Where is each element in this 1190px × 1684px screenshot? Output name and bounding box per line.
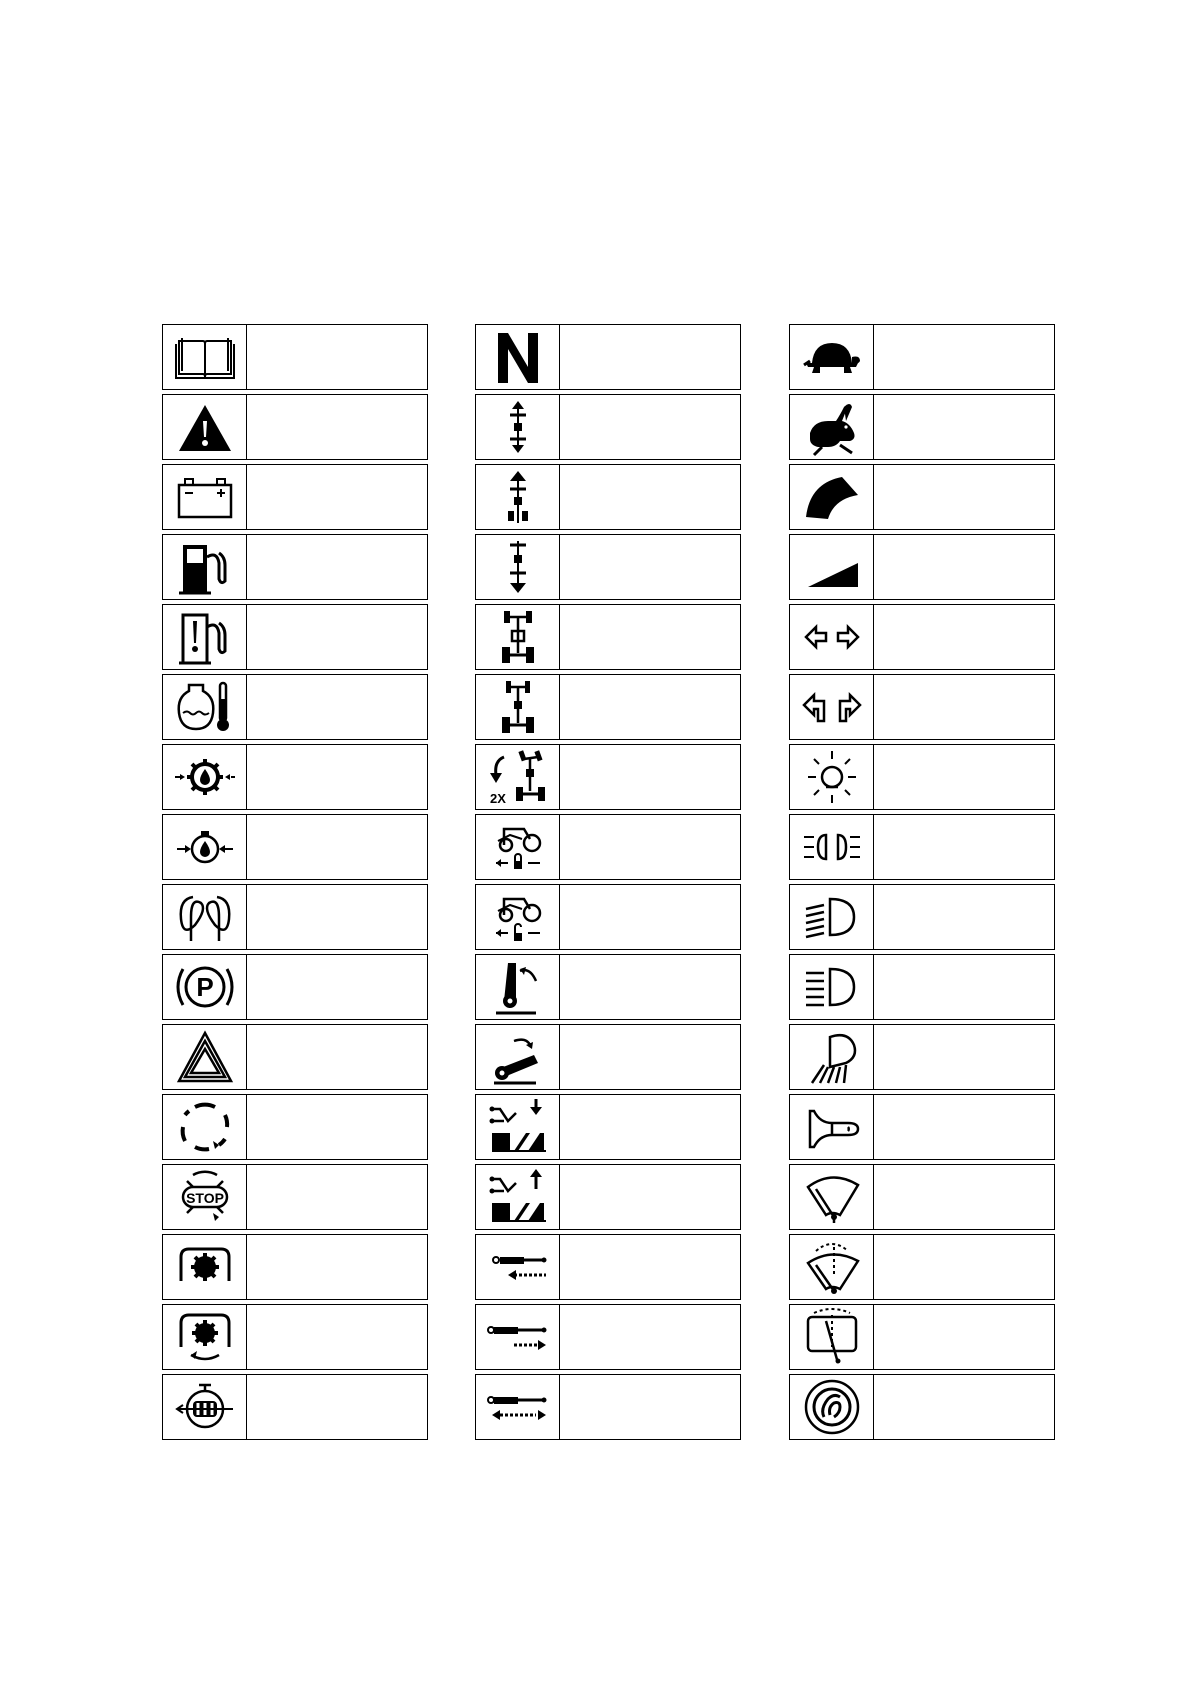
symbol-description — [875, 955, 1050, 1019]
coolant-temperature-icon — [163, 675, 247, 739]
symbol-row — [789, 814, 1055, 880]
symbol-row — [162, 674, 428, 740]
ramp-icon — [790, 535, 874, 599]
work-light-icon — [790, 745, 874, 809]
symbol-row — [162, 604, 428, 670]
neutral-icon — [476, 325, 560, 389]
symbol-row — [475, 674, 741, 740]
symbol-description — [248, 1095, 423, 1159]
front-axle-drive-icon — [476, 395, 560, 459]
double-tap-axle-icon — [476, 745, 560, 809]
symbol-description — [248, 815, 423, 879]
side-lights-icon — [790, 815, 874, 879]
symbol-row — [475, 1374, 741, 1440]
battery-icon — [163, 465, 247, 529]
symbol-description — [875, 745, 1050, 809]
symbol-row — [475, 1024, 741, 1090]
symbol-row — [475, 884, 741, 950]
hazard-lights-icon — [163, 1025, 247, 1089]
symbol-description — [561, 675, 736, 739]
symbol-description — [248, 605, 423, 669]
fuel-low-icon — [163, 605, 247, 669]
symbol-row — [162, 1024, 428, 1090]
front-axle-drive-down-icon — [476, 535, 560, 599]
front-axle-drive-up-icon — [476, 465, 560, 529]
symbol-row — [162, 1304, 428, 1370]
parking-brake-icon — [163, 955, 247, 1019]
symbol-row — [789, 1304, 1055, 1370]
brake-icon — [790, 1375, 874, 1439]
throttle-curve-icon — [790, 465, 874, 529]
hydraulic-cylinder-float-icon — [476, 1375, 560, 1439]
front-pto-icon — [163, 1235, 247, 1299]
transmission-oil-icon — [163, 745, 247, 809]
symbol-description — [248, 1375, 423, 1439]
symbol-description — [248, 745, 423, 809]
symbol-description — [561, 885, 736, 949]
horn-icon — [790, 1095, 874, 1159]
symbol-row — [162, 814, 428, 880]
rabbit-icon — [790, 395, 874, 459]
symbol-row — [475, 744, 741, 810]
symbol-description — [875, 465, 1050, 529]
symbol-row — [162, 884, 428, 950]
symbol-description — [561, 1305, 736, 1369]
symbol-description — [561, 605, 736, 669]
symbol-description — [875, 535, 1050, 599]
work-lamp-icon — [790, 1025, 874, 1089]
symbol-row — [162, 534, 428, 600]
symbol-description — [875, 325, 1050, 389]
symbol-row — [475, 1094, 741, 1160]
symbol-description — [561, 1025, 736, 1089]
symbol-description — [561, 1165, 736, 1229]
symbol-description — [875, 1165, 1050, 1229]
symbol-row — [475, 534, 741, 600]
symbol-row — [475, 954, 741, 1020]
symbol-row — [475, 1234, 741, 1300]
symbol-description — [561, 395, 736, 459]
symbol-row — [475, 394, 741, 460]
symbol-row — [789, 394, 1055, 460]
low-beam-icon — [790, 885, 874, 949]
engine-oil-pressure-icon — [163, 815, 247, 879]
hydraulic-cylinder-extend-icon — [476, 1305, 560, 1369]
symbol-description — [875, 605, 1050, 669]
symbol-row — [162, 744, 428, 810]
symbol-description — [561, 325, 736, 389]
symbol-row — [789, 884, 1055, 950]
axle-suspension-icon — [163, 1375, 247, 1439]
symbol-row — [789, 744, 1055, 810]
four-wheel-drive-icon — [476, 605, 560, 669]
symbol-description — [875, 1375, 1050, 1439]
symbol-row — [162, 1374, 428, 1440]
symbol-row — [789, 464, 1055, 530]
symbol-description — [561, 535, 736, 599]
pto-icon — [163, 1095, 247, 1159]
symbol-row — [789, 1024, 1055, 1090]
high-beam-icon — [790, 955, 874, 1019]
symbol-description — [561, 465, 736, 529]
symbol-row — [162, 1094, 428, 1160]
symbol-description — [875, 1305, 1050, 1369]
hitch-raise-icon — [476, 1165, 560, 1229]
symbol-description — [561, 1375, 736, 1439]
differential-lock-icon — [476, 675, 560, 739]
symbol-row — [789, 1094, 1055, 1160]
symbol-row — [789, 1374, 1055, 1440]
turtle-icon — [790, 325, 874, 389]
wiper-washer-icon — [790, 1235, 874, 1299]
symbol-description — [248, 1305, 423, 1369]
wiper-icon — [790, 1165, 874, 1229]
symbol-row — [789, 324, 1055, 390]
symbol-description — [248, 465, 423, 529]
tractor-unlock-icon — [476, 885, 560, 949]
symbol-description — [875, 885, 1050, 949]
warning-triangle-icon — [163, 395, 247, 459]
turn-signals-icon — [790, 605, 874, 669]
symbol-row — [475, 1164, 741, 1230]
symbol-row — [162, 1234, 428, 1300]
hydraulic-cylinder-retract-icon — [476, 1235, 560, 1299]
symbol-row — [789, 534, 1055, 600]
lift-arm-lower-icon — [476, 1025, 560, 1089]
symbol-row — [162, 954, 428, 1020]
symbol-description — [248, 955, 423, 1019]
hitch-lower-icon — [476, 1095, 560, 1159]
symbol-row — [789, 1164, 1055, 1230]
symbol-row — [475, 604, 741, 670]
book-icon — [163, 325, 247, 389]
symbol-description — [561, 1235, 736, 1299]
symbol-row — [162, 464, 428, 530]
pto-stop-icon — [163, 1165, 247, 1229]
symbol-row — [162, 324, 428, 390]
symbol-description — [248, 885, 423, 949]
symbol-description — [248, 675, 423, 739]
symbol-description — [561, 815, 736, 879]
symbol-description — [248, 535, 423, 599]
tractor-lock-icon — [476, 815, 560, 879]
symbol-row — [789, 1234, 1055, 1300]
symbol-description — [248, 1235, 423, 1299]
symbol-row — [789, 954, 1055, 1020]
symbol-description — [248, 1165, 423, 1229]
symbol-row — [475, 324, 741, 390]
front-pto-rotation-icon — [163, 1305, 247, 1369]
symbol-description — [875, 675, 1050, 739]
symbol-row — [475, 464, 741, 530]
symbol-row — [162, 1164, 428, 1230]
rear-wiper-icon — [790, 1305, 874, 1369]
symbol-description — [875, 1025, 1050, 1089]
symbol-row — [475, 814, 741, 880]
symbol-row — [475, 1304, 741, 1370]
symbol-description — [248, 395, 423, 459]
symbol-row — [789, 604, 1055, 670]
symbol-description — [875, 815, 1050, 879]
fuel-pump-icon — [163, 535, 247, 599]
symbol-description — [875, 1095, 1050, 1159]
trailer-turn-signals-icon — [790, 675, 874, 739]
symbol-description — [561, 1095, 736, 1159]
symbol-description — [875, 395, 1050, 459]
symbol-row — [789, 674, 1055, 740]
symbol-description — [875, 1235, 1050, 1299]
lift-arm-raise-icon — [476, 955, 560, 1019]
symbol-row — [162, 394, 428, 460]
symbol-description — [561, 745, 736, 809]
symbol-description — [248, 1025, 423, 1089]
glow-plug-icon — [163, 885, 247, 949]
symbol-description — [248, 325, 423, 389]
symbol-description — [561, 955, 736, 1019]
